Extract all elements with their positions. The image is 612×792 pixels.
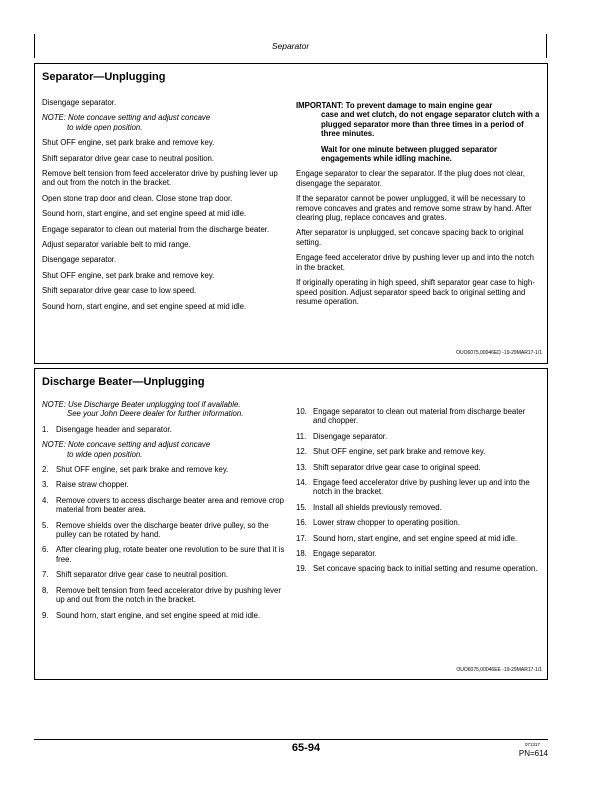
step-number: 19. [296,564,307,574]
list-item [42,586,286,605]
step-number: 9. [42,610,49,620]
paragraph: After separator is unplugged, set concave spacing back to original setting. [296,228,524,247]
note-first-line: NOTE: Note concave setting and adjust concave [42,113,211,123]
document-code: OUO6075,00046ED -19-29MAR17-1/1 [456,350,542,356]
step-number: 6. [42,545,49,555]
right-column [296,101,540,312]
list-item [42,570,286,579]
left-column [42,98,286,317]
list-item [42,611,286,620]
paragraph: Engage feed accelerator drive by pushing lever up and into the notch in the bracket. [296,253,534,272]
left-column [42,400,286,626]
step-text: Set concave spacing back to initial setting and resume operation. [313,564,538,574]
document-code: OUO6075,00046EE -19-29MAR17-1/1 [456,667,542,673]
list-item [42,545,286,564]
steps-list [42,425,286,434]
pn-label: PN=614 [518,749,548,758]
list-item [296,447,540,456]
step-number: 13. [296,462,307,472]
paragraph: Disengage separator. [42,255,117,265]
paragraph: If originally operating in high speed, shift separator gear case to high-speed position. Adjust separator speed back to original setting and resume operation. [296,278,535,306]
section-title: Discharge Beater—Unplugging [42,376,205,388]
important-rest: case and wet clutch, do not engage separator clutch with a plugged separator more than three times in a period of three minutes. [321,110,540,139]
step-number: 17. [296,533,307,543]
note [42,440,286,459]
list-item [296,534,540,543]
running-title: Separator [271,41,310,51]
footer-divider [34,739,548,740]
step-text: Shut OFF engine, set park brake and remove key. [56,465,229,475]
step-number: 5. [42,520,49,530]
step-number: 4. [42,495,49,505]
paragraph: Engage separator to clear the separator. If the plug does not clear, disengage the separator. [296,169,525,188]
list-item [296,503,540,512]
step-number: 2. [42,465,49,475]
step-number: 11. [296,431,307,441]
step-text: After clearing plug, rotate beater one revolution to be sure that it is free. [56,545,285,564]
step-text: Remove covers to access discharge beater area and remove crop material from beater area. [56,495,284,515]
paragraph: Shut OFF engine, set park brake and remove key. [42,270,215,280]
steps-list [42,465,286,620]
running-header [34,34,547,58]
note [42,400,286,419]
step-text: Sound horn, start engine, and set engine speed at mid idle. [313,533,518,543]
step-text: Engage separator to clean out material from discharge beater and chopper. [313,407,526,426]
important-notice [296,101,540,139]
paragraph: Shift separator drive gear case to low speed. [42,286,197,296]
step-text: Disengage separator. [313,431,388,441]
paragraph: Disengage separator. [42,98,117,107]
paragraph: Shut OFF engine, set park brake and remove key. [42,138,215,148]
section-discharge-beater-unplugging [34,368,548,680]
steps-list [296,407,540,574]
note-rest: to wide open position. [67,449,143,459]
footer-small-code: 071317 [524,742,540,747]
step-number: 16. [296,518,307,528]
step-text: Engage separator. [313,549,377,559]
step-number: 3. [42,480,49,490]
list-item [42,425,286,434]
step-number: 1. [42,424,49,434]
step-number: 12. [296,447,307,457]
note-first-line: NOTE: Note concave setting and adjust concave [42,440,211,450]
paragraph: Sound horn, start engine, and set engine speed at mid idle. [42,209,247,219]
step-text: Raise straw chopper. [56,480,129,490]
step-number: 7. [42,570,49,580]
step-text: Shift separator drive gear case to original speed. [313,462,481,472]
paragraph: Remove belt tension from feed accelerator drive by pushing lever up and out from the notch in the bracket. [42,169,278,188]
step-number: 10. [296,407,307,416]
note-first-line: NOTE: Use Discharge Beater unplugging tool if available. [42,400,241,409]
list-item [42,465,286,474]
list-item [296,549,540,558]
list-item [296,564,540,573]
list-item [42,496,286,515]
paragraph: Shift separator drive gear case to neutral position. [42,153,215,163]
step-text: Install all shields previously removed. [313,502,442,512]
note-rest: See your John Deere dealer for further information. [67,409,244,419]
list-item [296,407,540,426]
step-number: 15. [296,502,307,512]
step-text: Remove belt tension from feed accelerator drive by pushing lever up and out from the notch in the bracket. [56,585,281,605]
step-number: 14. [296,478,307,488]
section-title: Separator—Unplugging [42,71,166,83]
step-text: Shut OFF engine, set park brake and remove key. [313,447,486,457]
step-text: Shift separator drive gear case to neutral position. [56,570,229,580]
list-item [296,478,540,497]
step-text: Engage feed accelerator drive by pushing lever up and into the notch in the bracket. [313,478,530,497]
important-wait: Wait for one minute between plugged separator engagements while idling machine. [321,144,498,164]
note [42,113,286,132]
step-number: 8. [42,585,49,595]
step-text: Sound horn, start engine, and set engine speed at mid idle. [56,610,261,620]
right-column [296,407,540,580]
paragraph: If the separator cannot be power unplugged, it will be necessary to remove concaves and grates and remove some straw by hand. After clearing plug, replace concaves and grates. [296,194,532,223]
list-item [296,432,540,441]
paragraph: Sound horn, start engine, and set engine speed at mid idle. [42,301,247,311]
step-text: Remove shields over the discharge beater drive pulley, so the pulley can be rotated by hand. [56,520,269,540]
paragraph: Open stone trap door and clean. Close stone trap door. [42,193,233,203]
page-number: 65-94 [291,742,321,754]
paragraph: Engage separator to clean out material from the discharge beater. [42,224,270,234]
paragraph: Adjust separator variable belt to mid range. [42,240,191,250]
step-text: Disengage header and separator. [56,424,172,434]
step-text: Lower straw chopper to operating position. [313,518,460,528]
note-rest: to wide open position. [67,122,143,132]
important-first-line: IMPORTANT: To prevent damage to main engine gear [296,101,493,110]
list-item [42,521,286,540]
list-item [42,480,286,489]
list-item [296,463,540,472]
section-separator-unplugging [34,63,548,364]
list-item [296,518,540,527]
step-number: 18. [296,549,307,559]
